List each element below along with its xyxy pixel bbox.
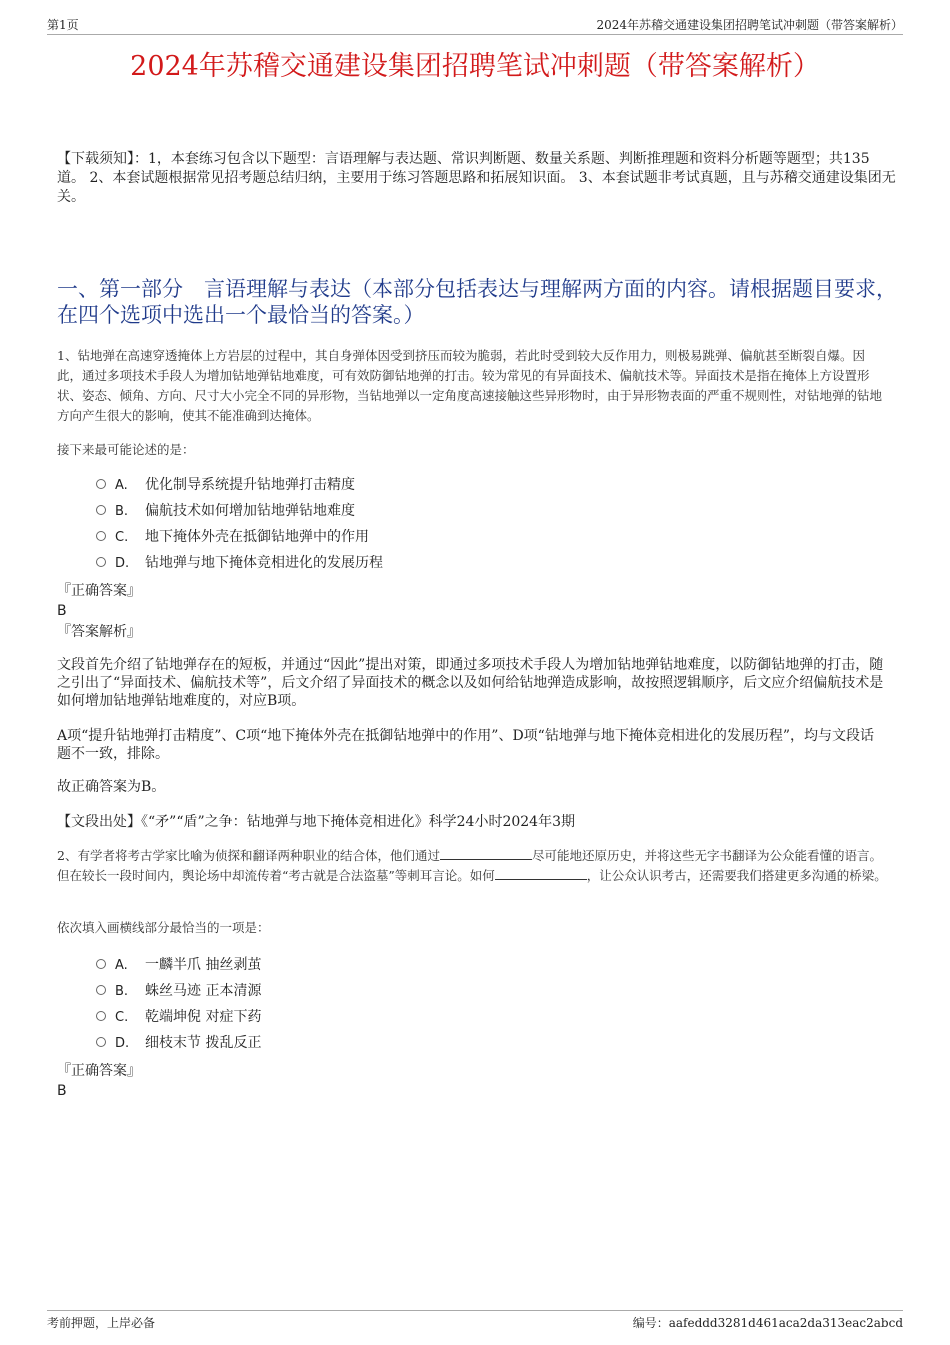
answer-label: 『正确答案』 <box>57 583 141 599</box>
fill-blank-1[interactable] <box>440 847 532 860</box>
question-1-prompt: 接下来最可能论述的是： <box>57 442 195 457</box>
question-1-stem: 1、钻地弹在高速穿透掩体上方岩层的过程中，其自身弹体因受到挤压而较为脆弱，若此时受到较大反作用力，则极易跳弹、偏航甚至断裂自爆。因此，通过多项技术手段人为增加钻地弹钻地难度，可有效防御钻地弹的打击。较为常见的有异面技术、偏航技术等。异面技术是指在掩体上方设置形状、姿态、倾角、方向、尺寸大小完全不同的异形物，当钻地弹以一定角度高速接触这些异形物时，由于异形物表面的严重不规则性，对钻地弹的钻地方向产生很大的影响，使其不能准确到达掩体。 <box>57 348 883 423</box>
answer-value: B <box>57 1083 67 1099</box>
option-c[interactable]: C. 乾端坤倪 对症下药 <box>96 1004 261 1030</box>
analysis-paragraph-1: 文段首先介绍了钻地弹存在的短板，并通过“因此”提出对策，即通过多项技术手段人为增加钻地弹钻地难度，以防御钻地弹的打击，随之引出了“异面技术、偏航技术等”，后文介绍了异面技术的概念以及如何给钻地弹造成影响，故按照逻辑顺序，后文应介绍偏航技术是如何增加钻地弹钻地难度的，对应B项。 <box>57 657 884 709</box>
page-footer <box>47 1310 903 1330</box>
radio-icon[interactable] <box>96 531 106 541</box>
option-b[interactable]: B. 偏航技术如何增加钻地弹钻地难度 <box>96 498 383 524</box>
source-citation: 【文段出处】《“矛”“盾”之争：钻地弹与地下掩体竞相进化》科学24小时2024年3期 <box>57 814 575 830</box>
analysis-label: 『答案解析』 <box>57 624 141 640</box>
radio-icon[interactable] <box>96 1011 106 1021</box>
option-a[interactable]: A. 优化制导系统提升钻地弹打击精度 <box>96 472 383 498</box>
option-d[interactable]: D. 钻地弹与地下掩体竞相进化的发展历程 <box>96 550 383 576</box>
radio-icon[interactable] <box>96 959 106 969</box>
question-2-stem: 2、有学者将考古学家比喻为侦探和翻译两种职业的结合体，他们通过 尽可能地还原历史，并将这些无字书翻译为公众能看懂的语言。但在较长一段时间内，舆论场中却流传着“考古就是合法盗墓”等刺耳言论。如何 ，让公众认识考古，还需要我们搭建更多沟通的桥梁。 <box>57 848 887 883</box>
header-doc-title: 2024年苏稽交通建设集团招聘笔试冲刺题（带答案解析） <box>596 18 903 32</box>
page-title: 2024年苏稽交通建设集团招聘笔试冲刺题（带答案解析） <box>130 51 820 82</box>
option-d[interactable]: D. 细枝末节 拨乱反正 <box>96 1030 261 1056</box>
answer-label: 『正确答案』 <box>57 1063 141 1079</box>
radio-icon[interactable] <box>96 1037 106 1047</box>
option-b[interactable]: B. 蛛丝马迹 正本清源 <box>96 978 261 1004</box>
answer-value: B <box>57 603 67 619</box>
radio-icon[interactable] <box>96 985 106 995</box>
analysis-paragraph-3: 故正确答案为B。 <box>57 779 166 795</box>
radio-icon[interactable] <box>96 479 106 489</box>
option-a[interactable]: A. 一麟半爪 抽丝剥茧 <box>96 952 261 978</box>
question-1-options <box>96 472 383 576</box>
section-heading: 一、第一部分 言语理解与表达（本部分包括表达与理解两方面的内容。请根据题目要求，在四个选项中选出一个最恰当的答案。） <box>57 277 897 327</box>
fill-blank-2[interactable] <box>495 867 587 880</box>
option-c[interactable]: C. 地下掩体外壳在抵御钻地弹中的作用 <box>96 524 383 550</box>
question-2-prompt: 依次填入画横线部分最恰当的一项是： <box>57 920 270 935</box>
radio-icon[interactable] <box>96 557 106 567</box>
footer-slogan: 考前押题，上岸必备 <box>47 1316 156 1330</box>
download-notice: 【下载须知】：1，本套练习包含以下题型：言语理解与表达题、常识判断题、数量关系题、判断推理题和资料分析题等题型；共135道。 2、本套试题根据常见招考题总结归纳，主要用于练习答题思路和拓展知识面。 3、本套试题非考试真题，且与苏稽交通建设集团无关。 <box>57 151 896 205</box>
radio-icon[interactable] <box>96 505 106 515</box>
question-2-options <box>96 952 261 1056</box>
analysis-paragraph-2: A项“提升钻地弹打击精度”、C项“地下掩体外壳在抵御钻地弹中的作用”、D项“钻地弹与地下掩体竞相进化的发展历程”，均与文段话题不一致，排除。 <box>57 728 874 762</box>
page-number: 第1页 <box>47 18 79 32</box>
footer-doc-id: 编号：aafeddd3281d461aca2da313eac2abcd <box>632 1316 903 1330</box>
page-header <box>47 14 903 35</box>
